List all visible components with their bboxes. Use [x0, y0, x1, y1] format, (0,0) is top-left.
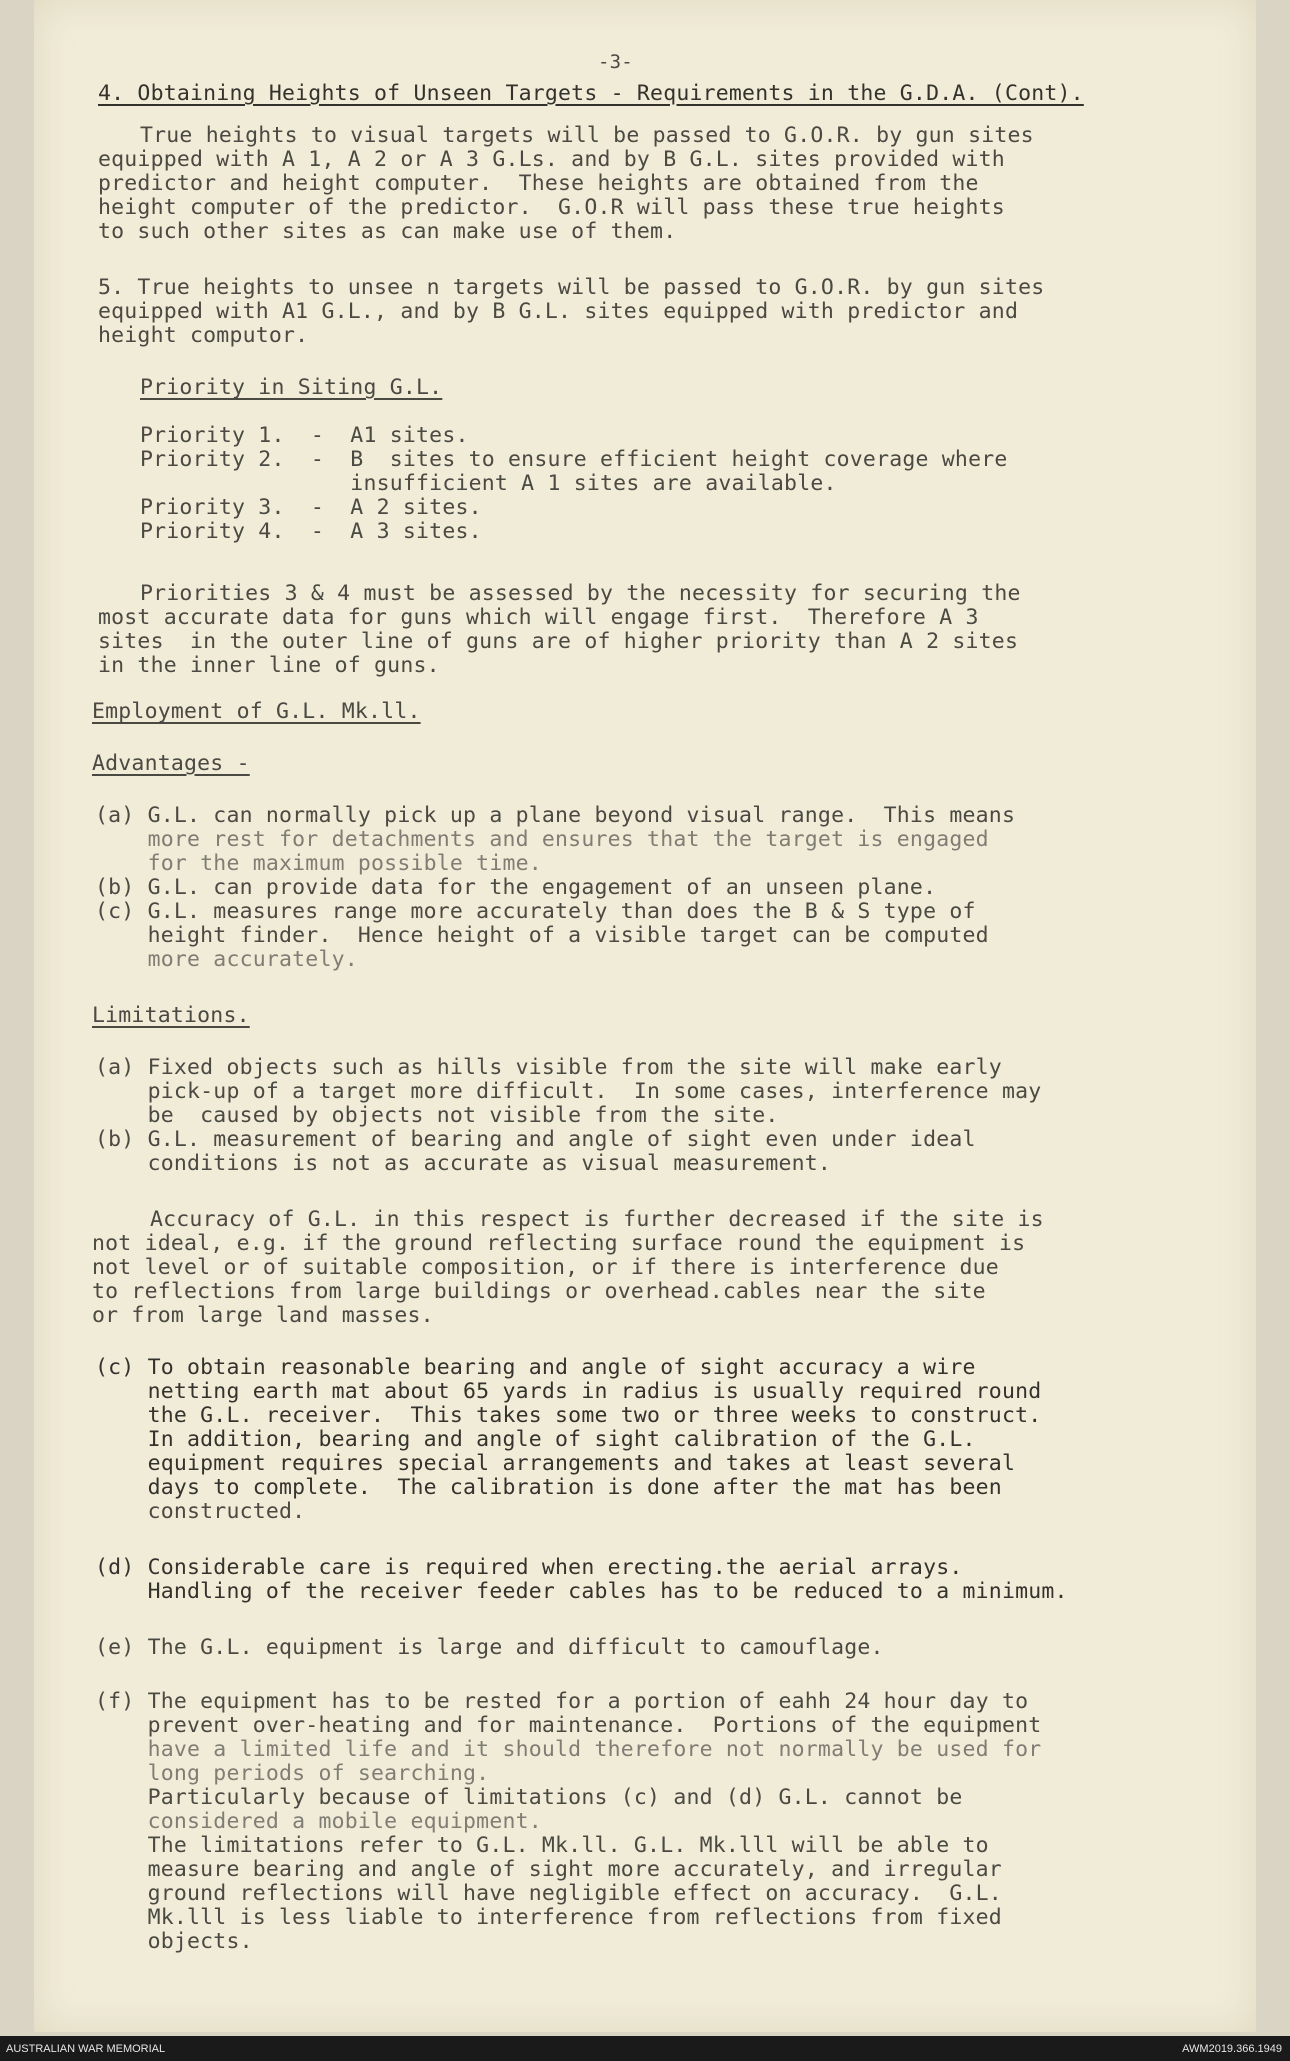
limitation-line: objects.	[95, 1929, 253, 1954]
limitation-line: (f) The equipment has to be rested for a portion of eahh 24 hour day to	[95, 1689, 1029, 1714]
limitation-line: long periods of searching.	[95, 1761, 490, 1786]
limitation-line: netting earth mat about 65 yards in radius is usually required round	[95, 1379, 1042, 1404]
paragraph-line: in the inner line of guns.	[98, 653, 440, 678]
priority-line: insufficient A 1 sites are available.	[140, 471, 837, 496]
paragraph-line: height computer of the predictor. G.O.R will pass these true heights	[98, 195, 1005, 220]
paragraph-line: not ideal, e.g. if the ground reflecting surface round the equipment is	[92, 1231, 1026, 1256]
priority-line: Priority 2. - B sites to ensure efficient height coverage where	[140, 447, 1008, 472]
paragraph-line: equipped with A 1, A 2 or A 3 G.Ls. and by B G.L. sites provided with	[98, 147, 1005, 172]
limitation-line: (d) Considerable care is required when erecting.the aerial arrays.	[95, 1555, 963, 1580]
page-number: -3-	[598, 51, 633, 73]
section-heading: 4. Obtaining Heights of Unseen Targets - Requirements in the G.D.A. (Cont).	[98, 81, 1084, 106]
limitation-line: measure bearing and angle of sight more accurately, and irregular	[95, 1857, 1002, 1882]
limitation-line: be caused by objects not visible from the site.	[95, 1103, 779, 1128]
archive-footer-bar	[0, 2036, 1290, 2061]
paragraph-line: equipped with A1 G.L., and by B G.L. sites equipped with predictor and	[98, 299, 1019, 324]
limitation-line: (e) The G.L. equipment is large and difficult to camouflage.	[95, 1635, 884, 1660]
limitation-line: considered a mobile equipment.	[95, 1809, 542, 1834]
advantage-line: height finder. Hence height of a visible target can be computed	[95, 923, 989, 948]
limitation-line: The limitations refer to G.L. Mk.ll. G.L. Mk.lll will be able to	[95, 1833, 989, 1858]
limitation-line: In addition, bearing and angle of sight calibration of the G.L.	[95, 1427, 976, 1452]
limitation-line: have a limited life and it should therefore not normally be used for	[95, 1737, 1042, 1762]
limitation-line: the G.L. receiver. This takes some two or three weeks to construct.	[95, 1403, 1042, 1428]
paragraph-line: not level or of suitable composition, or if there is interference due	[92, 1255, 999, 1280]
advantage-line: more rest for detachments and ensures that the target is engaged	[95, 827, 989, 852]
subheading-employment: Employment of G.L. Mk.ll.	[92, 699, 421, 724]
limitation-line: (a) Fixed objects such as hills visible from the site will make early	[95, 1055, 1002, 1080]
footer-institution: AUSTRALIAN WAR MEMORIAL	[6, 2043, 166, 2055]
priority-line: Priority 3. - A 2 sites.	[140, 495, 482, 520]
priority-line: Priority 1. - A1 sites.	[140, 423, 469, 448]
paragraph-line: height computor.	[98, 323, 309, 348]
paragraph-line: predictor and height computer. These heights are obtained from the	[98, 171, 979, 196]
advantage-line: (a) G.L. can normally pick up a plane beyond visual range. This means	[95, 803, 1016, 828]
subheading-advantages: Advantages -	[92, 751, 250, 776]
limitation-line: Handling of the receiver feeder cables has to be reduced to a minimum.	[95, 1579, 1068, 1604]
subheading-priority: Priority in Siting G.L.	[140, 375, 443, 400]
limitation-line: Mk.lll is less liable to interference from reflections from fixed	[95, 1905, 1002, 1930]
paragraph-line: sites in the outer line of guns are of higher priority than A 2 sites	[98, 629, 1019, 654]
paragraph-line: to such other sites as can make use of them.	[98, 219, 677, 244]
advantage-line: (c) G.L. measures range more accurately than does the B & S type of	[95, 899, 976, 924]
priority-line: Priority 4. - A 3 sites.	[140, 519, 482, 544]
limitation-line: ground reflections will have negligible effect on accuracy. G.L.	[95, 1881, 1002, 1906]
paragraph-line: to reflections from large buildings or overhead.cables near the site	[92, 1279, 986, 1304]
advantage-line: more accurately.	[95, 947, 358, 972]
limitation-line: prevent over-heating and for maintenance. Portions of the equipment	[95, 1713, 1042, 1738]
limitation-line: (c) To obtain reasonable bearing and angle of sight accuracy a wire	[95, 1355, 976, 1380]
limitation-line: pick-up of a target more difficult. In some cases, interference may	[95, 1079, 1042, 1104]
limitation-line: Particularly because of limitations (c) and (d) G.L. cannot be	[95, 1785, 963, 1810]
footer-reference: AWM2019.366.1949	[1182, 2043, 1282, 2055]
advantage-line: for the maximum possible time.	[95, 851, 542, 876]
limitation-line: conditions is not as accurate as visual measurement.	[95, 1151, 832, 1176]
paragraph-line: Priorities 3 & 4 must be assessed by the necessity for securing the	[140, 581, 1021, 606]
subheading-limitations: Limitations.	[92, 1003, 250, 1028]
paragraph-line: or from large land masses.	[92, 1303, 434, 1328]
limitation-line: equipment requires special arrangements and takes at least several	[95, 1451, 1016, 1476]
advantage-line: (b) G.L. can provide data for the engagement of an unseen plane.	[95, 875, 937, 900]
paragraph-line: True heights to visual targets will be passed to G.O.R. by gun sites	[140, 123, 1034, 148]
paragraph-line: most accurate data for guns which will engage first. Therefore A 3	[98, 605, 979, 630]
paragraph-line: 5. True heights to unsee n targets will be passed to G.O.R. by gun sites	[98, 275, 1045, 300]
limitation-line: days to complete. The calibration is done after the mat has been	[95, 1475, 1002, 1500]
limitation-line: constructed.	[95, 1499, 306, 1524]
paragraph-line: Accuracy of G.L. in this respect is further decreased if the site is	[150, 1207, 1044, 1232]
limitation-line: (b) G.L. measurement of bearing and angle of sight even under ideal	[95, 1127, 976, 1152]
